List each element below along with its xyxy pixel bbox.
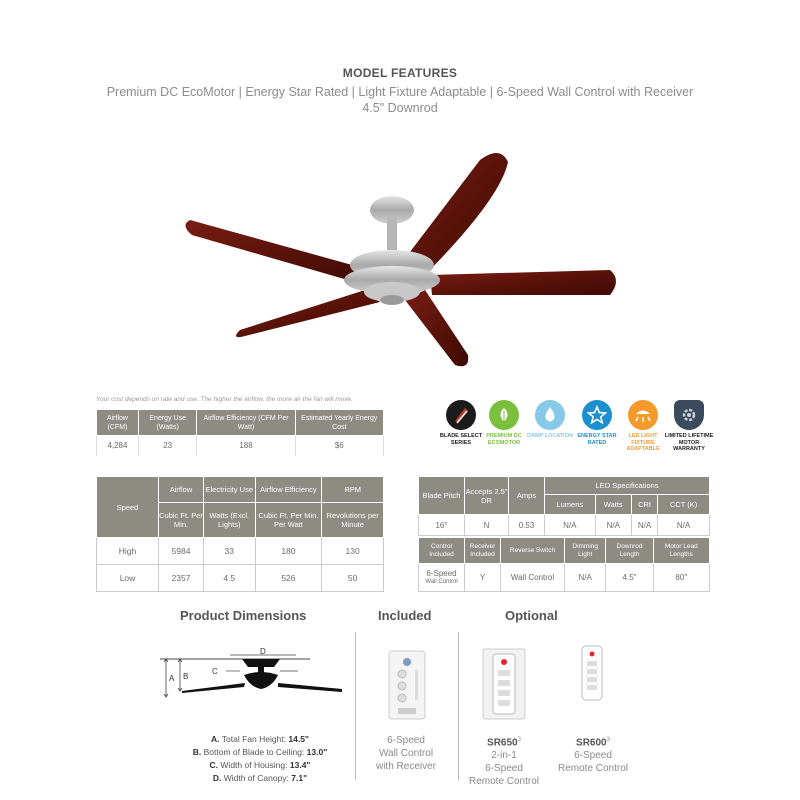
header-cct: CCT (K) [658, 495, 710, 515]
dimension-item: D. Width of Canopy: 7.1" [212, 773, 308, 783]
speed-cell: Low [97, 565, 159, 592]
header-led-specs: LED Specifications [545, 477, 710, 495]
star-icon [582, 400, 612, 430]
control-table [418, 537, 710, 592]
badge-lifetime-warranty [664, 400, 714, 453]
fan-blade [405, 290, 468, 366]
model-features-title: MODEL FEATURES [342, 66, 458, 80]
sr650-caption: $SR650^3$ 2-in-1 6-Speed Remote Control [458, 734, 550, 788]
product-dimensions-title: Product Dimensions [180, 608, 307, 623]
header-motor-lead: Motor Lead Lengths [653, 538, 709, 564]
included-caption [366, 734, 446, 773]
header-yearly-cost: Estimated Yearly Energy Cost [295, 410, 383, 436]
header-downrod-length: Downrod Length [606, 538, 653, 564]
speed-table [96, 476, 384, 592]
header-efficiency: Airflow Efficiency [255, 477, 322, 503]
table-row [97, 565, 384, 592]
sr650-model: SR650 [487, 737, 518, 749]
included-title: Included [378, 608, 432, 623]
gear-shield-icon [674, 400, 704, 430]
features-list [0, 84, 800, 116]
header-rpm: RPM [322, 477, 384, 503]
dimming-cell: N/A [565, 564, 606, 592]
dimension-item: C. Width of Housing: 13.4" [209, 760, 311, 770]
receiver-cell: Y [465, 564, 501, 592]
subheader-rpm: Revolutions per Minute [322, 503, 384, 538]
header-dimming-light: Dimming Light [565, 538, 606, 564]
downrod-cell: 4.5" [606, 564, 653, 592]
badge-dc-ecomotor [479, 400, 529, 446]
badge-energy-star [572, 400, 622, 446]
rpm-cell: 130 [322, 538, 384, 565]
control-main: 6-Speed [426, 568, 457, 578]
sr650-remote-image [482, 648, 526, 720]
wall-control-image [388, 650, 426, 720]
accepts-cell: N [465, 515, 509, 536]
sr600-caption: $SR600^3$ 6-Speed Remote Control [548, 734, 638, 775]
speed-cell: High [97, 538, 159, 565]
light-icon [628, 400, 658, 430]
header-lumens: Lumens [545, 495, 596, 515]
sr600-remote-image [580, 645, 604, 701]
cct-cell: N/A [658, 515, 710, 536]
sr650-line-3: Remote Control [468, 776, 540, 788]
value-airflow-efficiency: 188 [197, 436, 295, 456]
rpm-cell: 50 [322, 565, 384, 592]
badge-label: PREMIUM DC ECOMOTOR [486, 433, 522, 446]
sr600-line-1: 6-Speed [574, 750, 612, 762]
watts-cell: N/A [595, 515, 631, 536]
sr600-model: SR600 [576, 737, 607, 749]
badge-label: ENERGY STAR RATED [577, 433, 617, 446]
optional-title: Optional [505, 608, 558, 623]
subheader-electricity: Watts (Excl. Lights) [203, 503, 255, 538]
dimension-diagram [160, 645, 350, 705]
table-row [419, 515, 710, 536]
dim-letter-a: A [169, 674, 175, 683]
energy-table [96, 409, 384, 456]
watts-cell: 4.5 [203, 565, 255, 592]
spec-table [418, 476, 710, 536]
sr600-line-2: Remote Control [557, 763, 629, 775]
header-airflow-efficiency: Airflow Efficiency (CFM Per Watt) [197, 410, 295, 436]
control-cell [419, 564, 465, 592]
lumens-cell: N/A [545, 515, 596, 536]
included-line-2: Wall Control [378, 748, 434, 759]
dimension-item: B. Bottom of Blade to Ceiling: 13.0" [192, 747, 328, 757]
subheader-airflow: Cubic Ft. Per Min. [159, 503, 204, 538]
badge-damp-location [525, 400, 575, 440]
badge-label: BLADE SELECT SERIES [439, 433, 483, 446]
header-energy-use: Energy Use (Watts) [138, 410, 197, 436]
included-line-3: with Receiver [375, 761, 437, 772]
fan-blade [430, 270, 616, 295]
dimensions-list [130, 733, 390, 785]
sr650-line-1: 2-in-1 [491, 750, 517, 762]
features-line-1: Premium DC EcoMotor | Energy Star Rated | Light Fixture Adaptable | 6-Speed Wall Control with Receiver [106, 85, 694, 99]
header-amps: Amps [509, 477, 545, 515]
header-airflow-cfm: Airflow (CFM) [97, 410, 139, 436]
header-speed: Speed [97, 477, 159, 538]
blade-icon [446, 400, 476, 430]
pitch-cell: 16° [419, 515, 465, 536]
header-cri: CRI [631, 495, 657, 515]
header-electricity: Electricity Use [203, 477, 255, 503]
airflow-cell: 5984 [159, 538, 204, 565]
droplet-icon [535, 400, 565, 430]
included-line-1: 6-Speed [387, 735, 425, 746]
reverse-cell: Wall Control [501, 564, 565, 592]
header-airflow: Airflow [159, 477, 204, 503]
fan-blade [185, 220, 370, 285]
subheader-efficiency: Cubic Ft. Per Min. Per Watt [255, 503, 322, 538]
leaf-icon [489, 400, 519, 430]
ceiling-fan-image [170, 140, 630, 380]
energy-note: Your cost depends on rate and use. The higher the airflow, the more air the fan will move. [96, 396, 353, 403]
efficiency-cell: 526 [255, 565, 322, 592]
fan-downrod [387, 218, 397, 252]
table-row [419, 564, 710, 592]
badge-led-light [618, 400, 668, 453]
header-watts: Watts [595, 495, 631, 515]
sr650-line-2: 6-Speed [485, 763, 523, 775]
dim-letter-b: B [183, 672, 189, 681]
badge-label: DAMP LOCATION [527, 433, 573, 439]
value-energy-use: 23 [138, 436, 197, 456]
dim-letter-c: C [212, 667, 218, 676]
amps-cell: 0.53 [509, 515, 545, 536]
cri-cell: N/A [631, 515, 657, 536]
value-airflow-cfm: 4,284 [97, 436, 139, 456]
features-line-2: 4.5" Downrod [362, 101, 438, 115]
dim-letter-d: D [260, 647, 266, 656]
fan-blade [236, 290, 380, 337]
badge-label: LED LIGHT FIXTURE ADAPTABLE [626, 433, 660, 452]
header-accepts-dr: Accepts 2.5" DR [465, 477, 509, 515]
efficiency-cell: 180 [255, 538, 322, 565]
header-control-included: Control Included [419, 538, 465, 564]
header-blade-pitch: Blade Pitch [419, 477, 465, 515]
badge-label: LIMITED LIFETIME MOTOR WARRANTY [664, 433, 714, 452]
header-receiver-included: Receiver Included [465, 538, 501, 564]
header-reverse-switch: Reverse Switch [501, 538, 565, 564]
airflow-cell: 2357 [159, 565, 204, 592]
table-row [97, 538, 384, 565]
dimension-item: A. Total Fan Height: 14.5" [211, 734, 309, 744]
value-yearly-cost: $6 [295, 436, 383, 456]
watts-cell: 33 [203, 538, 255, 565]
control-sub: Wall Control [425, 578, 458, 585]
lead-cell: 80" [653, 564, 709, 592]
